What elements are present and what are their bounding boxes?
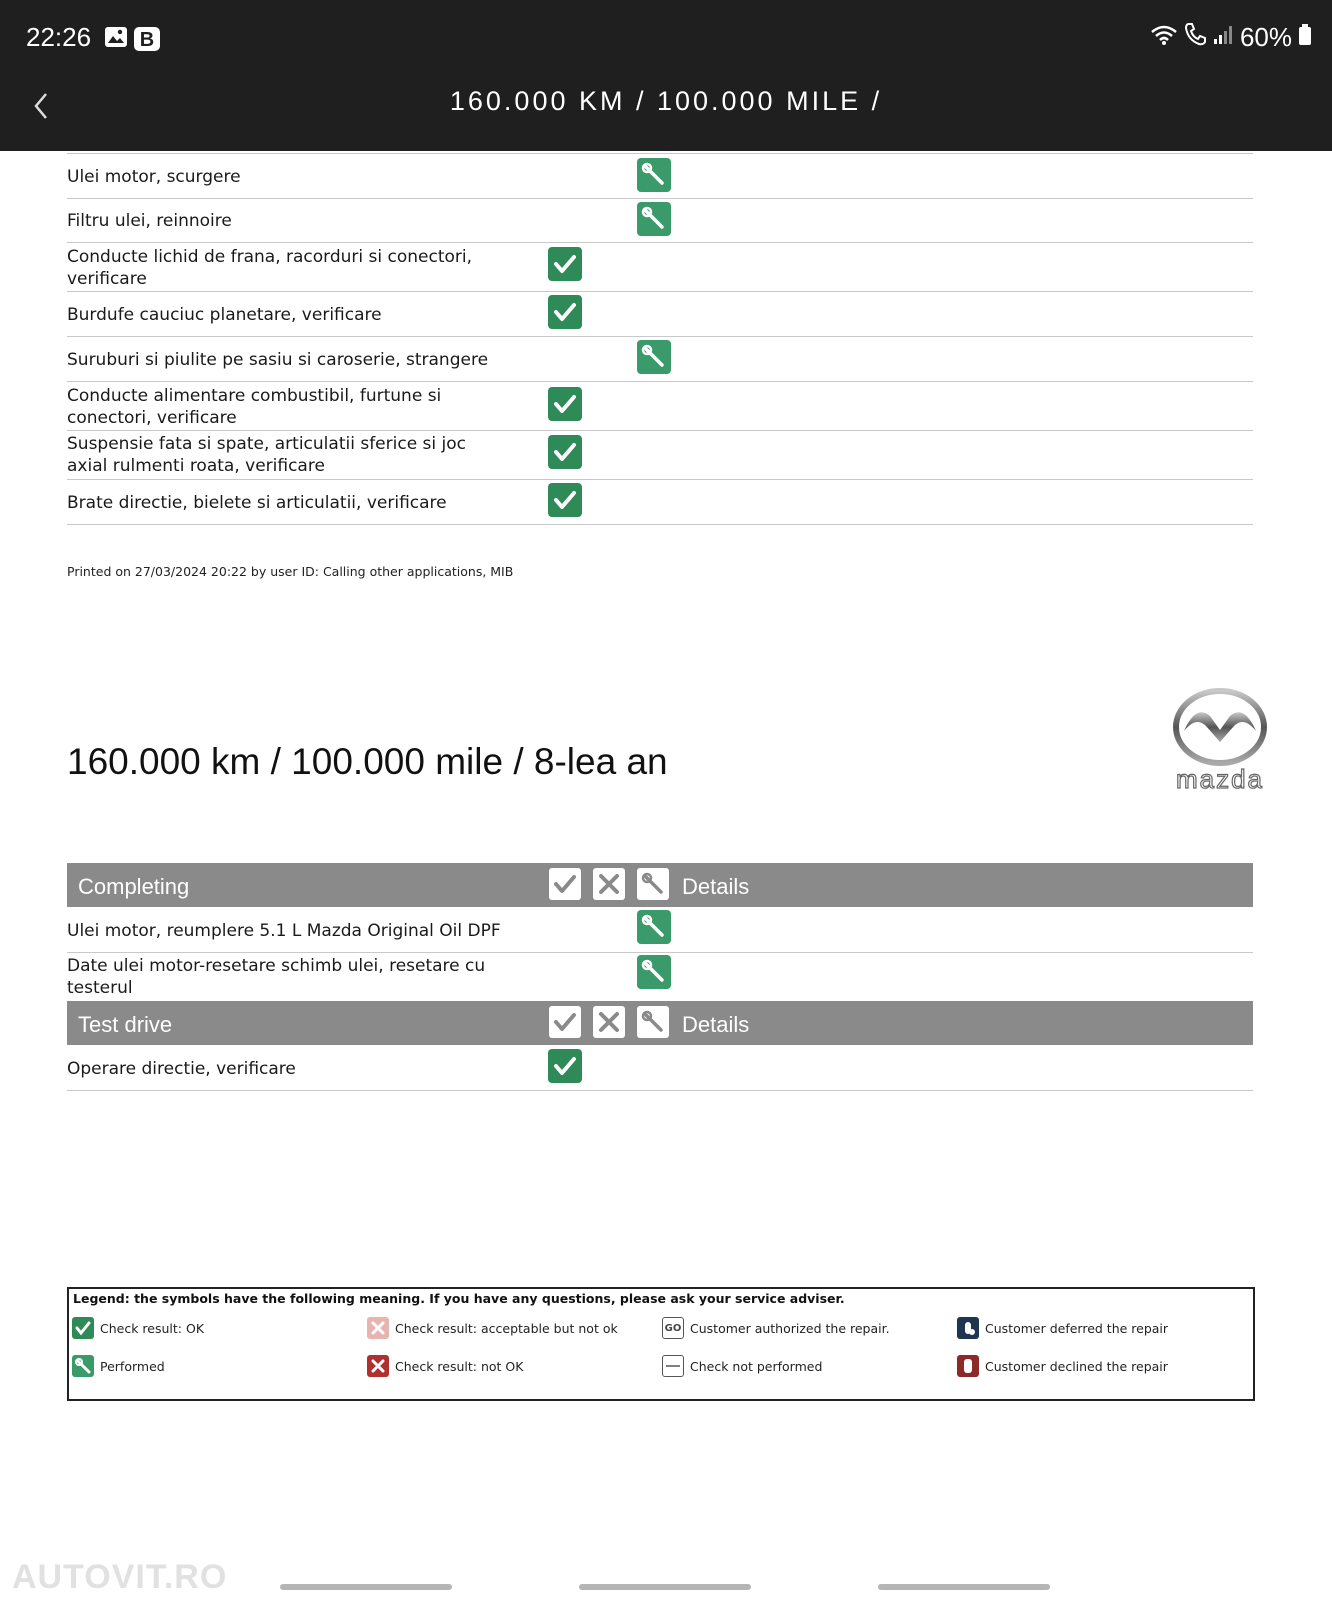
- mazda-logo: [1160, 686, 1280, 796]
- status-right: [1150, 22, 1312, 53]
- row-label: Date ulei motor-resetare schimb ulei, resetare cu testerul: [67, 956, 486, 998]
- printed-note: Printed on 27/03/2024 20:22 by user ID: Calling other applications, MIB: [67, 564, 514, 579]
- wrench-icon: [637, 955, 671, 989]
- logo-text: mazda: [1175, 764, 1265, 794]
- x-header-icon: [593, 1006, 625, 1038]
- performed-wrench-icon: [72, 1355, 94, 1377]
- row-label: Brate directie, bielete si articulatii, verificare: [67, 493, 447, 513]
- table-row: [67, 199, 1253, 243]
- page-indicator[interactable]: [280, 1584, 452, 1590]
- app-bar: [0, 60, 1332, 151]
- wrench-icon: [637, 340, 671, 374]
- not-ok-x-icon: [367, 1355, 389, 1377]
- table-row: [67, 953, 1253, 999]
- row-label: Conducte alimentare combustibil, furtune si conectori, verificare: [67, 386, 442, 428]
- check-icon: [548, 435, 582, 469]
- watermark: AUTOVIT.RO: [12, 1558, 228, 1596]
- legend-label: Check result: OK: [100, 1320, 205, 1336]
- legend-item: [72, 1355, 165, 1377]
- wrench-icon: [637, 910, 671, 944]
- test-drive-title: Test drive: [78, 1012, 173, 1037]
- check-header-icon: [549, 868, 581, 900]
- table-row: [67, 382, 1253, 431]
- battery-icon: [1298, 22, 1312, 53]
- table-row: [67, 154, 1253, 199]
- completing-title: Completing: [78, 874, 190, 899]
- legend-box: [67, 1287, 1255, 1401]
- legend-item: [957, 1317, 1168, 1339]
- acceptable-x-icon: [367, 1317, 389, 1339]
- check-ok-icon: [72, 1317, 94, 1339]
- wifi-icon: [1150, 22, 1178, 53]
- not-performed-dash-icon: [662, 1355, 684, 1377]
- row-label: Ulei motor, scurgere: [67, 167, 241, 187]
- page-indicator[interactable]: [878, 1584, 1050, 1590]
- table-row: [67, 1046, 1253, 1091]
- wrench-header-icon: [637, 1006, 669, 1038]
- table-row: [67, 908, 1253, 953]
- table-row: [67, 243, 1253, 292]
- legend-item: [367, 1355, 523, 1377]
- legend-item: [367, 1317, 618, 1339]
- row-label: Ulei motor, reumplere 5.1 L Mazda Original Oil DPF: [67, 921, 501, 941]
- section-title: 160.000 km / 100.000 mile / 8-lea an: [67, 741, 668, 782]
- row-label: Operare directie, verificare: [67, 1059, 296, 1079]
- svg-text:B: B: [139, 29, 155, 51]
- check-icon: [548, 1049, 582, 1083]
- check-icon: [548, 387, 582, 421]
- legend-label: Check result: acceptable but not ok: [395, 1320, 618, 1336]
- legend-label: Customer authorized the repair.: [690, 1320, 890, 1336]
- wrench-icon: [637, 158, 671, 192]
- battery-percent: 60%: [1239, 22, 1292, 52]
- status-time: 22:26: [26, 22, 92, 52]
- row-label: Filtru ulei, reinnoire: [67, 211, 232, 231]
- row-label: Burdufe cauciuc planetare, verificare: [67, 305, 382, 325]
- row-label: Conducte lichid de frana, racorduri si conectori, verificare: [67, 247, 473, 289]
- legend-item: [662, 1355, 822, 1377]
- page-title: 160.000 KM / 100.000 MILE /: [449, 86, 883, 116]
- gallery-icon: [104, 26, 128, 52]
- legend-label: Check result: not OK: [395, 1358, 524, 1374]
- x-header-icon: [593, 868, 625, 900]
- legend-label: Customer deferred the repair: [985, 1320, 1169, 1336]
- document-page: [0, 151, 1332, 1600]
- page-indicator[interactable]: [579, 1584, 751, 1590]
- row-label: Suruburi si piulite pe sasiu si caroserie, strangere: [67, 350, 489, 370]
- status-bar: [0, 0, 1332, 60]
- legend-item: [957, 1355, 1168, 1377]
- completing-details-label: Details: [682, 874, 750, 899]
- table-row: [67, 480, 1253, 525]
- legend-label: Performed: [100, 1358, 165, 1374]
- check-header-icon: [549, 1006, 581, 1038]
- legend-item: [72, 1317, 204, 1339]
- test-drive-header: [67, 1001, 1253, 1045]
- wrench-header-icon: [637, 868, 669, 900]
- go-icon: GO: [662, 1317, 684, 1339]
- check-icon: [548, 295, 582, 329]
- signal-icon: [1212, 22, 1234, 53]
- b-app-icon: [133, 26, 161, 56]
- check-icon: [548, 483, 582, 517]
- table-row: [67, 337, 1253, 382]
- legend-label: Check not performed: [690, 1358, 823, 1374]
- declined-hand-icon: [957, 1355, 979, 1377]
- legend-title: Legend: the symbols have the following meaning. If you have any questions, please ask your service adviser.: [73, 1291, 845, 1306]
- deferred-hand-icon: [957, 1317, 979, 1339]
- test-drive-details-label: Details: [682, 1012, 750, 1037]
- row-label: Suspensie fata si spate, articulatii sferice si joc axial rulmenti roata, verificare: [67, 434, 467, 476]
- legend-label: Customer declined the repair: [985, 1358, 1168, 1374]
- table-row: [67, 292, 1253, 337]
- wrench-icon: [637, 202, 671, 236]
- legend-item: [662, 1317, 890, 1339]
- check-icon: [548, 247, 582, 281]
- table-row: [67, 431, 1253, 480]
- completing-header: [67, 863, 1253, 907]
- call-icon: [1184, 22, 1206, 53]
